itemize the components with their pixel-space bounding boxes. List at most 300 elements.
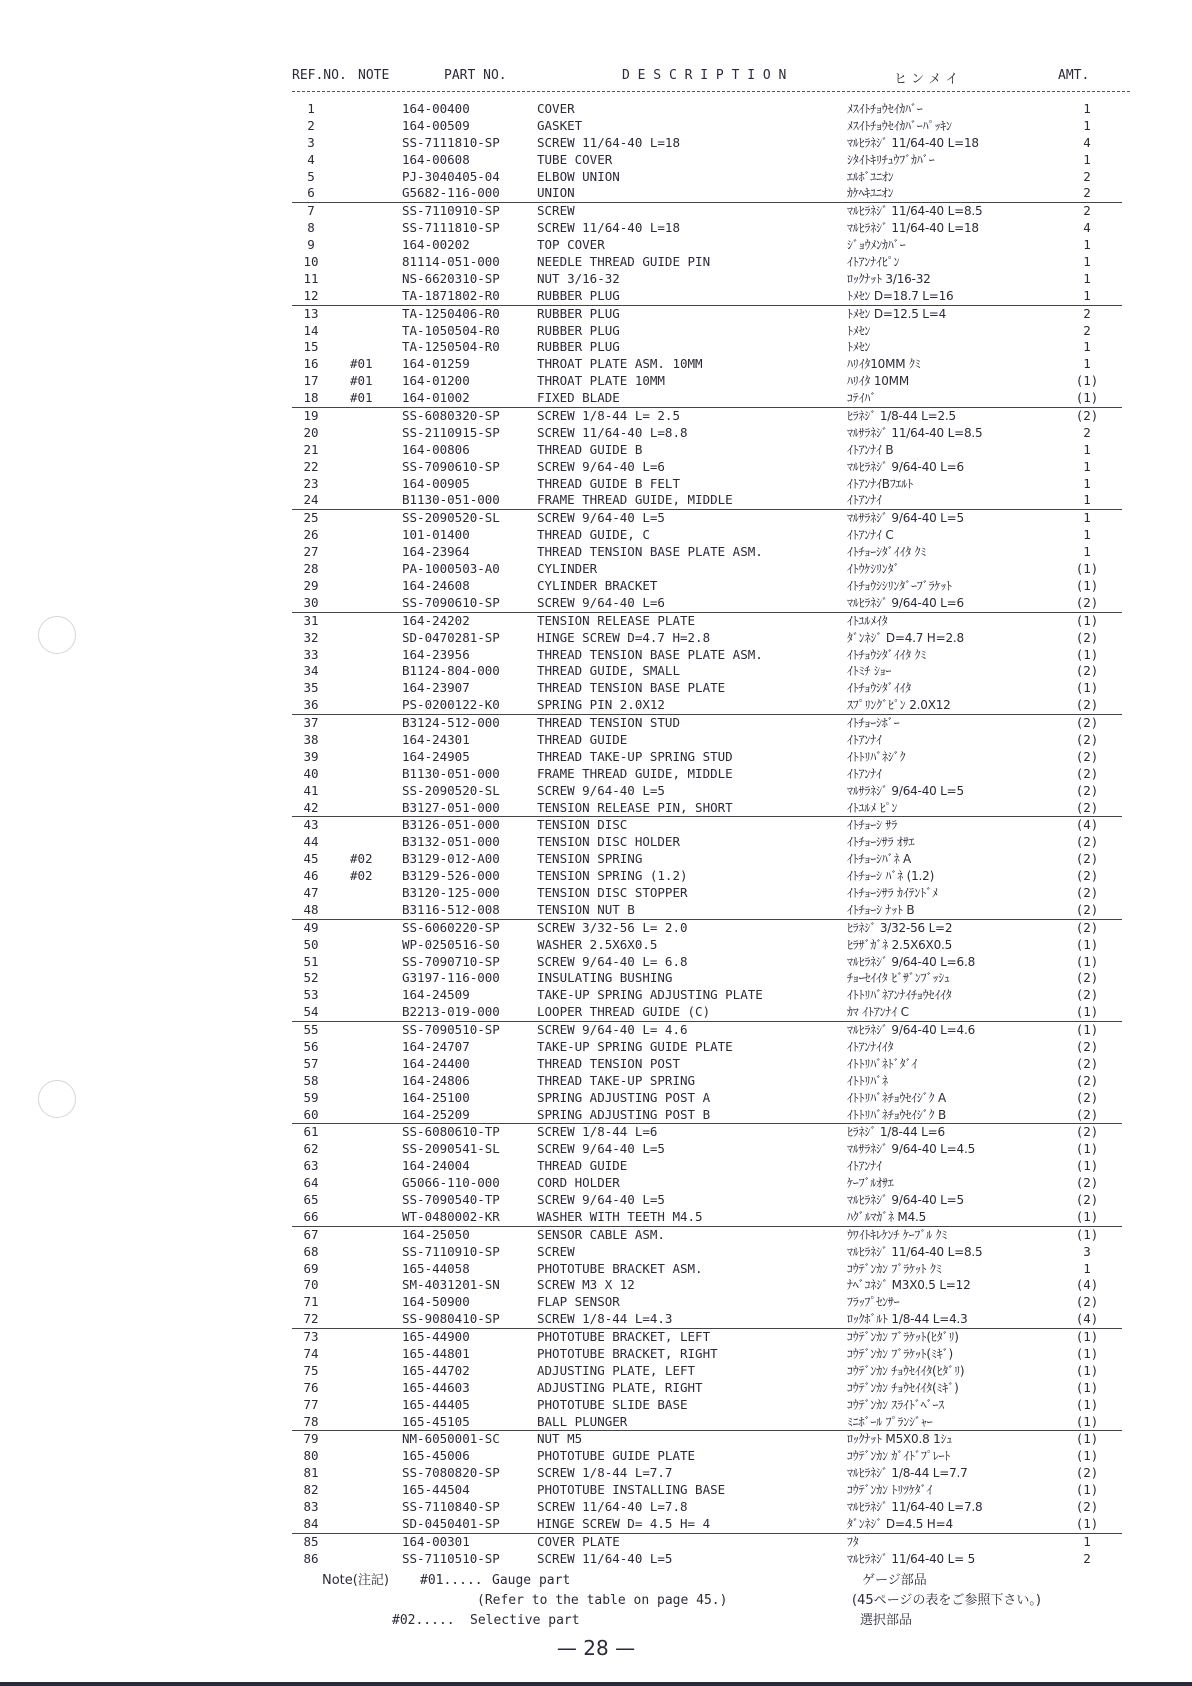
cell-kana-name: ｶﾏ ｲﾄｱﾝﾅｲ C bbox=[847, 1005, 909, 1020]
cell-amount: (2) bbox=[1075, 748, 1099, 764]
cell-ref-no: 53 bbox=[303, 987, 319, 1003]
cell-kana-name: ｲﾄﾄﾘﾊﾞﾈﾁｮｳｾｲｼﾞｸ A bbox=[847, 1090, 947, 1105]
cell-description: SCREW 11/64-40 L=18 bbox=[537, 134, 680, 150]
cell-ref-no: 62 bbox=[303, 1141, 319, 1157]
cell-description: GASKET bbox=[537, 117, 583, 133]
cell-part-no: SS-6080610-TP bbox=[402, 1124, 500, 1140]
cell-kana-name: ﾄﾒｾﾝ D=18.7 L=16 bbox=[847, 288, 954, 303]
cell-kana-name: ｲﾄﾄﾘﾊﾞﾈﾄﾞﾀﾞｲ bbox=[847, 1056, 918, 1071]
cell-description: COVER PLATE bbox=[537, 1533, 620, 1549]
cell-description: NUT M5 bbox=[537, 1431, 583, 1447]
cell-kana-name: ｲﾄﾁｮｰｼ ｻﾗ bbox=[847, 818, 898, 833]
cell-part-no: SS-6080320-SP bbox=[402, 408, 500, 424]
cell-amount: (1) bbox=[1075, 1515, 1099, 1531]
cell-amount: 4 bbox=[1083, 220, 1091, 236]
cell-description: CORD HOLDER bbox=[537, 1175, 620, 1191]
cell-part-no: 164-23964 bbox=[402, 544, 470, 560]
cell-description: TAKE-UP SPRING GUIDE PLATE bbox=[537, 1038, 733, 1054]
cell-ref-no: 67 bbox=[303, 1226, 319, 1242]
cell-part-no: 165-44702 bbox=[402, 1362, 470, 1378]
cell-kana-name: ﾏﾙﾋﾗﾈｼﾞ 11/64-40 L=8.5 bbox=[847, 204, 983, 219]
cell-kana-name: ｴﾙﾎﾞﾕﾆｵﾝ bbox=[847, 169, 894, 184]
table-row bbox=[292, 390, 1122, 408]
cell-part-no: PJ-3040405-04 bbox=[402, 168, 500, 184]
cell-part-no: 164-25100 bbox=[402, 1089, 470, 1105]
note-01-jp: ゲージ部品 bbox=[862, 1573, 927, 1588]
cell-kana-name: ｲﾄﾁｮｳｼｼﾘﾝﾀﾞｰﾌﾞﾗｹｯﾄ bbox=[847, 578, 952, 593]
cell-description: NEEDLE THREAD GUIDE PIN bbox=[537, 254, 711, 270]
table-header bbox=[292, 64, 1122, 86]
cell-kana-name: ｲﾄｱﾝﾅｲBﾌｴﾙﾄ bbox=[847, 476, 914, 491]
cell-kana-name: ｲﾄﾄﾘﾊﾞﾈｱﾝﾅｲﾁｮｳｾｲｲﾀ bbox=[847, 988, 952, 1003]
table-row bbox=[292, 492, 1122, 510]
table-row bbox=[292, 954, 1122, 971]
table-row bbox=[292, 1380, 1122, 1397]
cell-kana-name: ﾏﾙﾋﾗﾈｼﾞ 1/8-44 L=7.7 bbox=[847, 1466, 968, 1481]
cell-ref-no: 77 bbox=[303, 1396, 319, 1412]
cell-amount: (1) bbox=[1075, 1226, 1099, 1242]
table-row bbox=[292, 271, 1122, 288]
cell-description: FLAP SENSOR bbox=[537, 1294, 620, 1310]
cell-part-no: 165-44603 bbox=[402, 1379, 470, 1395]
cell-description: SCREW 11/64-40 L=5 bbox=[537, 1550, 673, 1566]
table-row bbox=[292, 1414, 1122, 1432]
cell-ref-no: 71 bbox=[303, 1294, 319, 1310]
cell-part-no: B2213-019-000 bbox=[402, 1004, 500, 1020]
cell-part-no: B1130-051-000 bbox=[402, 492, 500, 508]
cell-part-no: B3127-051-000 bbox=[402, 799, 500, 815]
cell-ref-no: 11 bbox=[303, 270, 319, 286]
cell-kana-name: ｺｳﾃﾞﾝｶﾝ ﾌﾞﾗｹｯﾄ(ﾋﾀﾞﾘ) bbox=[847, 1330, 959, 1345]
table-row bbox=[292, 595, 1122, 613]
cell-amount: 1 bbox=[1083, 1533, 1091, 1549]
cell-part-no: 165-44405 bbox=[402, 1396, 470, 1412]
cell-description: RUBBER PLUG bbox=[537, 305, 620, 321]
cell-part-no: SS-7110910-SP bbox=[402, 1243, 500, 1259]
cell-part-no: TA-1871802-R0 bbox=[402, 287, 500, 303]
cell-amount: (1) bbox=[1075, 1208, 1099, 1224]
cell-amount: 2 bbox=[1083, 424, 1091, 440]
cell-kana-name: ﾀﾞﾝﾈｼﾞ D=4.7 H=2.8 bbox=[847, 630, 964, 645]
cell-description: THROAT PLATE 10MM bbox=[537, 373, 665, 389]
cell-kana-name: ﾋﾗﾈｼﾞ 3/32-56 L=2 bbox=[847, 920, 953, 935]
cell-note: #01 bbox=[350, 356, 373, 372]
cell-ref-no: 15 bbox=[303, 339, 319, 355]
cell-ref-no: 47 bbox=[303, 884, 319, 900]
cell-kana-name: ｲﾄﾄﾘﾊﾞﾈｼﾞｸ bbox=[847, 749, 906, 764]
cell-part-no: SS-7090610-SP bbox=[402, 594, 500, 610]
cell-description: PHOTOTUBE BRACKET, RIGHT bbox=[537, 1346, 718, 1362]
cell-amount: 2 bbox=[1083, 203, 1091, 219]
table-row bbox=[292, 817, 1122, 834]
cell-description: TENSION DISC STOPPER bbox=[537, 884, 688, 900]
table-row bbox=[292, 680, 1122, 697]
cell-amount: (2) bbox=[1075, 1175, 1099, 1191]
cell-kana-name: ﾄﾒｾﾝ bbox=[847, 340, 871, 355]
cell-ref-no: 29 bbox=[303, 577, 319, 593]
cell-kana-name: ﾐﾆﾎﾞｰﾙ ﾌﾟﾗﾝｼﾞｬｰ bbox=[847, 1414, 933, 1429]
cell-amount: (1) bbox=[1075, 680, 1099, 696]
cell-kana-name: ｲﾄﾁｮｰｼﾊﾞﾈ A bbox=[847, 852, 912, 867]
table-row bbox=[292, 135, 1122, 152]
cell-part-no: B3116-512-008 bbox=[402, 901, 500, 917]
cell-part-no: SD-0470281-SP bbox=[402, 629, 500, 645]
cell-ref-no: 8 bbox=[307, 220, 315, 236]
cell-ref-no: 85 bbox=[303, 1533, 319, 1549]
cell-kana-name: ﾏﾙﾋﾗﾈｼﾞ 9/64-40 L=6 bbox=[847, 459, 964, 474]
cell-note: #02 bbox=[350, 851, 373, 867]
cell-kana-name: ｲﾄﾁｮｳｼﾀﾞｲｲﾀ ｸﾐ bbox=[847, 647, 927, 662]
table-row bbox=[292, 185, 1122, 203]
table-row bbox=[292, 749, 1122, 766]
cell-amount: (2) bbox=[1075, 1055, 1099, 1071]
header-amt: AMT. bbox=[1058, 68, 1090, 83]
cell-ref-no: 40 bbox=[303, 765, 319, 781]
cell-ref-no: 28 bbox=[303, 561, 319, 577]
cell-amount: 1 bbox=[1083, 544, 1091, 560]
cell-kana-name: ｼﾀｲﾄｷﾘﾁｭｳﾌﾞｶﾊﾞｰ bbox=[847, 152, 935, 167]
cell-kana-name: ﾏﾙﾋﾗﾈｼﾞ 11/64-40 L=7.8 bbox=[847, 1500, 983, 1515]
cell-description: SCREW 9/64-40 L= 4.6 bbox=[537, 1022, 688, 1038]
cell-ref-no: 45 bbox=[303, 851, 319, 867]
table-row bbox=[292, 1022, 1122, 1039]
table-row bbox=[292, 254, 1122, 271]
table-row bbox=[292, 118, 1122, 135]
cell-part-no: 164-24806 bbox=[402, 1072, 470, 1088]
cell-amount: 1 bbox=[1083, 356, 1091, 372]
cell-kana-name: ｼﾞｮｳﾒﾝｶﾊﾞｰ bbox=[847, 238, 906, 253]
cell-description: THREAD GUIDE B FELT bbox=[537, 475, 680, 491]
cell-ref-no: 51 bbox=[303, 953, 319, 969]
cell-part-no: B3124-512-000 bbox=[402, 715, 500, 731]
cell-ref-no: 59 bbox=[303, 1089, 319, 1105]
cell-amount: 3 bbox=[1083, 1243, 1091, 1259]
cell-ref-no: 60 bbox=[303, 1106, 319, 1122]
table-row bbox=[292, 1329, 1122, 1346]
cell-kana-name: ｲﾄｱﾝﾅｲ C bbox=[847, 528, 894, 543]
table-row bbox=[292, 203, 1122, 220]
cell-part-no: 164-24608 bbox=[402, 577, 470, 593]
table-row bbox=[292, 476, 1122, 493]
cell-ref-no: 41 bbox=[303, 782, 319, 798]
cell-kana-name: ｲﾄﾁｮｰｼ ﾊﾞﾈ (1.2) bbox=[847, 869, 935, 884]
cell-ref-no: 83 bbox=[303, 1499, 319, 1515]
cell-note: #01 bbox=[350, 390, 373, 406]
cell-description: TENSION SPRING (1.2) bbox=[537, 868, 688, 884]
cell-part-no: 164-23956 bbox=[402, 646, 470, 662]
cell-amount: 1 bbox=[1083, 458, 1091, 474]
cell-note: #01 bbox=[350, 373, 373, 389]
table-row bbox=[292, 1141, 1122, 1158]
cell-kana-name: ｽﾌﾟﾘﾝｸﾞﾋﾟﾝ 2.0X12 bbox=[847, 698, 951, 713]
cell-ref-no: 31 bbox=[303, 612, 319, 628]
cell-description: WASHER 2.5X6X0.5 bbox=[537, 936, 658, 952]
cell-part-no: SS-7110510-SP bbox=[402, 1550, 500, 1566]
cell-description: CYLINDER BRACKET bbox=[537, 577, 658, 593]
table-row bbox=[292, 237, 1122, 254]
cell-part-no: 164-00509 bbox=[402, 117, 470, 133]
cell-part-no: 164-24905 bbox=[402, 748, 470, 764]
cell-description: TUBE COVER bbox=[537, 151, 613, 167]
cell-ref-no: 64 bbox=[303, 1175, 319, 1191]
table-row bbox=[292, 356, 1122, 373]
cell-kana-name: ｺｳﾃﾞﾝｶﾝ ﾌﾞﾗｹｯﾄ(ﾐｷﾞ) bbox=[847, 1347, 953, 1362]
cell-part-no: SS-7111810-SP bbox=[402, 220, 500, 236]
table-row bbox=[292, 902, 1122, 920]
cell-kana-name: ﾒｽｲﾄﾁｮｳｾｲｶﾊﾞｰﾊﾟｯｷﾝ bbox=[847, 118, 952, 133]
cell-part-no: 164-00202 bbox=[402, 237, 470, 253]
header-note: NOTE bbox=[358, 68, 390, 83]
cell-ref-no: 17 bbox=[303, 373, 319, 389]
cell-part-no: B3132-051-000 bbox=[402, 834, 500, 850]
cell-part-no: 164-24202 bbox=[402, 612, 470, 628]
cell-ref-no: 24 bbox=[303, 492, 319, 508]
cell-description: THREAD GUIDE B bbox=[537, 441, 643, 457]
cell-description: ADJUSTING PLATE, RIGHT bbox=[537, 1379, 703, 1395]
cell-kana-name: ﾏﾙｻﾗﾈｼﾞ 9/64-40 L=5 bbox=[847, 511, 964, 526]
cell-kana-name: ｲﾄｱﾝﾅｲ bbox=[847, 1159, 882, 1174]
cell-amount: (2) bbox=[1075, 1192, 1099, 1207]
cell-amount: (2) bbox=[1075, 970, 1099, 986]
table-row bbox=[292, 970, 1122, 987]
cell-ref-no: 14 bbox=[303, 322, 319, 338]
table-row bbox=[292, 373, 1122, 390]
note-01-ref: (Refer to the table on page 45.) bbox=[477, 1593, 728, 1608]
cell-amount: (1) bbox=[1075, 1396, 1099, 1412]
cell-part-no: 164-01259 bbox=[402, 356, 470, 372]
cell-amount: 1 bbox=[1083, 475, 1091, 491]
cell-description: SCREW M3 X 12 bbox=[537, 1277, 635, 1293]
binder-hole-bottom bbox=[38, 1080, 76, 1118]
cell-description: THREAD TENSION BASE PLATE bbox=[537, 680, 726, 696]
cell-kana-name: ｲﾄﾁｮｰｼｻﾗ ｶｲﾃﾝﾄﾞﾒ bbox=[847, 885, 938, 900]
cell-part-no: B1124-804-000 bbox=[402, 663, 500, 679]
cell-amount: (2) bbox=[1075, 1124, 1099, 1140]
cell-description: SCREW bbox=[537, 1243, 575, 1259]
cell-description: PHOTOTUBE GUIDE PLATE bbox=[537, 1448, 696, 1464]
cell-amount: 1 bbox=[1083, 270, 1091, 286]
cell-kana-name: ﾏﾙﾋﾗﾈｼﾞ 9/64-40 L=6.8 bbox=[847, 954, 976, 969]
cell-ref-no: 30 bbox=[303, 594, 319, 610]
cell-part-no: SS-2090520-SL bbox=[402, 510, 500, 526]
cell-kana-name: ｲﾄﾁｮｳｼﾀﾞｲｲﾀ bbox=[847, 681, 912, 696]
cell-amount: (2) bbox=[1075, 782, 1099, 798]
cell-amount: (2) bbox=[1075, 834, 1099, 850]
cell-part-no: WP-0250516-S0 bbox=[402, 936, 500, 952]
cell-amount: (2) bbox=[1075, 987, 1099, 1003]
cell-description: TENSION DISC bbox=[537, 817, 628, 833]
cell-amount: (2) bbox=[1075, 1294, 1099, 1310]
cell-amount: (2) bbox=[1075, 1465, 1099, 1481]
cell-ref-no: 26 bbox=[303, 527, 319, 543]
cell-part-no: SS-6060220-SP bbox=[402, 919, 500, 935]
notes-section bbox=[322, 1571, 1122, 1631]
cell-amount: (2) bbox=[1075, 799, 1099, 815]
cell-amount: (1) bbox=[1075, 1448, 1099, 1464]
cell-kana-name: ｺｳﾃﾞﾝｶﾝ ﾄﾘﾂｹﾀﾞｲ bbox=[847, 1483, 933, 1498]
cell-amount: 1 bbox=[1083, 101, 1091, 116]
table-row bbox=[292, 834, 1122, 851]
cell-ref-no: 86 bbox=[303, 1550, 319, 1566]
cell-kana-name: ﾏﾙﾋﾗﾈｼﾞ 11/64-40 L= 5 bbox=[847, 1551, 976, 1566]
cell-amount: (2) bbox=[1075, 851, 1099, 867]
cell-amount: (1) bbox=[1075, 646, 1099, 662]
table-row bbox=[292, 1534, 1122, 1551]
cell-amount: (2) bbox=[1075, 663, 1099, 679]
cell-ref-no: 76 bbox=[303, 1379, 319, 1395]
cell-part-no: NS-6620310-SP bbox=[402, 270, 500, 286]
cell-ref-no: 66 bbox=[303, 1208, 319, 1224]
cell-amount: (1) bbox=[1075, 1482, 1099, 1498]
cell-description: PHOTOTUBE BRACKET ASM. bbox=[537, 1260, 703, 1276]
cell-part-no: 165-44900 bbox=[402, 1329, 470, 1345]
table-row bbox=[292, 1346, 1122, 1363]
cell-ref-no: 78 bbox=[303, 1413, 319, 1429]
cell-amount: 1 bbox=[1083, 492, 1091, 508]
cell-note: #02 bbox=[350, 868, 373, 884]
table-row bbox=[292, 1124, 1122, 1141]
cell-part-no: B3129-526-000 bbox=[402, 868, 500, 884]
cell-description: INSULATING BUSHING bbox=[537, 970, 673, 986]
table-row bbox=[292, 1244, 1122, 1261]
cell-amount: (2) bbox=[1075, 408, 1099, 424]
table-row bbox=[292, 663, 1122, 680]
table-row bbox=[292, 339, 1122, 356]
table-row bbox=[292, 1516, 1122, 1534]
table-row bbox=[292, 1431, 1122, 1448]
table-row bbox=[292, 613, 1122, 630]
cell-ref-no: 42 bbox=[303, 799, 319, 815]
cell-amount: (2) bbox=[1075, 731, 1099, 747]
table-row bbox=[292, 510, 1122, 527]
cell-part-no: SM-4031201-SN bbox=[402, 1277, 500, 1293]
table-row bbox=[292, 1261, 1122, 1278]
cell-ref-no: 74 bbox=[303, 1346, 319, 1362]
table-row bbox=[292, 647, 1122, 664]
cell-kana-name: ﾋﾗｻﾞｶﾞﾈ 2.5X6X0.5 bbox=[847, 937, 953, 952]
cell-part-no: 164-00806 bbox=[402, 441, 470, 457]
table-row bbox=[292, 101, 1122, 118]
table-row bbox=[292, 323, 1122, 340]
table-row bbox=[292, 1004, 1122, 1022]
cell-amount: (1) bbox=[1075, 1004, 1099, 1020]
cell-ref-no: 61 bbox=[303, 1124, 319, 1140]
cell-part-no: 165-44504 bbox=[402, 1482, 470, 1498]
table-row bbox=[292, 459, 1122, 476]
cell-amount: (4) bbox=[1075, 1311, 1099, 1327]
cell-kana-name: ｲﾄｱﾝﾅｲ bbox=[847, 493, 882, 508]
cell-ref-no: 5 bbox=[307, 168, 315, 184]
cell-kana-name: ｳﾜｲﾄｷﾚｹﾝﾁ ｹｰﾌﾞﾙ ｸﾐ bbox=[847, 1227, 948, 1242]
cell-description: SCREW 1/8-44 L=4.3 bbox=[537, 1311, 673, 1327]
cell-amount: 2 bbox=[1083, 322, 1091, 338]
cell-amount: (2) bbox=[1075, 715, 1099, 731]
cell-part-no: B3126-051-000 bbox=[402, 817, 500, 833]
cell-description: RUBBER PLUG bbox=[537, 322, 620, 338]
cell-description: FRAME THREAD GUIDE, MIDDLE bbox=[537, 492, 733, 508]
note-02-code: #02..... bbox=[392, 1613, 455, 1628]
cell-description: ADJUSTING PLATE, LEFT bbox=[537, 1362, 696, 1378]
cell-amount: (1) bbox=[1075, 1362, 1099, 1378]
cell-kana-name: ﾏﾙﾋﾗﾈｼﾞ 11/64-40 L=8.5 bbox=[847, 1244, 983, 1259]
cell-kana-name: ｲﾄｳｹｼﾘﾝﾀﾞ bbox=[847, 562, 900, 577]
cell-kana-name: ﾏﾙﾋﾗﾈｼﾞ 9/64-40 L=5 bbox=[847, 1193, 964, 1207]
table-row bbox=[292, 152, 1122, 169]
cell-description: PHOTOTUBE BRACKET, LEFT bbox=[537, 1329, 711, 1345]
cell-description: SCREW 9/64-40 L=6 bbox=[537, 458, 665, 474]
cell-description: SCREW 9/64-40 L= 6.8 bbox=[537, 953, 688, 969]
table-row bbox=[292, 868, 1122, 885]
cell-amount: (2) bbox=[1075, 629, 1099, 645]
cell-description: PHOTOTUBE SLIDE BASE bbox=[537, 1396, 688, 1412]
cell-ref-no: 13 bbox=[303, 305, 319, 321]
cell-amount: (1) bbox=[1075, 1413, 1099, 1429]
cell-part-no: 164-24301 bbox=[402, 731, 470, 747]
cell-kana-name: ｲﾄﾕﾙﾒｲﾀ bbox=[847, 613, 888, 628]
cell-ref-no: 46 bbox=[303, 868, 319, 884]
cell-description: LOOPER THREAD GUIDE (C) bbox=[537, 1004, 711, 1020]
cell-part-no: TA-1250406-R0 bbox=[402, 305, 500, 321]
cell-kana-name: ｶｹﾍｷﾕﾆｵﾝ bbox=[847, 186, 894, 201]
cell-ref-no: 21 bbox=[303, 441, 319, 457]
cell-amount: 2 bbox=[1083, 1550, 1091, 1566]
cell-description: THREAD TAKE-UP SPRING STUD bbox=[537, 748, 733, 764]
cell-kana-name: ｺｳﾃﾞﾝｶﾝ ｽﾗｲﾄﾞﾍﾞｰｽ bbox=[847, 1397, 945, 1412]
cell-ref-no: 37 bbox=[303, 715, 319, 731]
cell-kana-name: ｺｳﾃﾞﾝｶﾝ ﾁｮｳｾｲｲﾀ(ﾐｷﾞ) bbox=[847, 1380, 959, 1395]
table-row bbox=[292, 1090, 1122, 1107]
cell-ref-no: 16 bbox=[303, 356, 319, 372]
cell-amount: 1 bbox=[1083, 237, 1091, 253]
table-row bbox=[292, 442, 1122, 459]
cell-kana-name: ｹｰﾌﾞﾙｵｻｴ bbox=[847, 1176, 894, 1191]
cell-ref-no: 32 bbox=[303, 629, 319, 645]
table-row bbox=[292, 1363, 1122, 1380]
cell-description: NUT 3/16-32 bbox=[537, 270, 620, 286]
cell-kana-name: ｺｳﾃﾞﾝｶﾝ ﾌﾞﾗｹｯﾄ ｸﾐ bbox=[847, 1261, 942, 1276]
table-row bbox=[292, 1311, 1122, 1329]
cell-amount: 4 bbox=[1083, 134, 1091, 150]
cell-description: THREAD GUIDE, SMALL bbox=[537, 663, 680, 679]
cell-description: SPRING PIN 2.0X12 bbox=[537, 697, 665, 713]
cell-ref-no: 18 bbox=[303, 390, 319, 406]
cell-kana-name: ｺｳﾃﾞﾝｶﾝ ｶﾞｲﾄﾞﾌﾟﾚｰﾄ bbox=[847, 1449, 951, 1464]
cell-kana-name: ﾋﾗﾈｼﾞ 1/8-44 L=6 bbox=[847, 1125, 945, 1140]
cell-ref-no: 20 bbox=[303, 424, 319, 440]
cell-kana-name: ｲﾄﾁｮｰｼ ﾅｯﾄ B bbox=[847, 902, 915, 917]
cell-description: SCREW 9/64-40 L=5 bbox=[537, 1192, 665, 1207]
table-row bbox=[292, 920, 1122, 937]
cell-amount: (2) bbox=[1075, 901, 1099, 917]
cell-amount: (2) bbox=[1075, 697, 1099, 713]
cell-ref-no: 73 bbox=[303, 1329, 319, 1345]
cell-part-no: 164-50900 bbox=[402, 1294, 470, 1310]
binder-hole-top bbox=[38, 616, 76, 654]
table-row bbox=[292, 1073, 1122, 1090]
cell-amount: 1 bbox=[1083, 254, 1091, 270]
table-row bbox=[292, 766, 1122, 783]
cell-ref-no: 2 bbox=[307, 117, 315, 133]
cell-ref-no: 22 bbox=[303, 458, 319, 474]
cell-description: CYLINDER bbox=[537, 561, 598, 577]
cell-amount: (2) bbox=[1075, 1089, 1099, 1105]
cell-description: SCREW 1/8-44 L= 2.5 bbox=[537, 408, 680, 424]
cell-amount: (2) bbox=[1075, 919, 1099, 935]
header-description: D E S C R I P T I O N bbox=[622, 68, 787, 83]
cell-part-no: SS-7110910-SP bbox=[402, 203, 500, 219]
cell-description: ELBOW UNION bbox=[537, 168, 620, 184]
parts-table bbox=[292, 101, 1122, 1568]
